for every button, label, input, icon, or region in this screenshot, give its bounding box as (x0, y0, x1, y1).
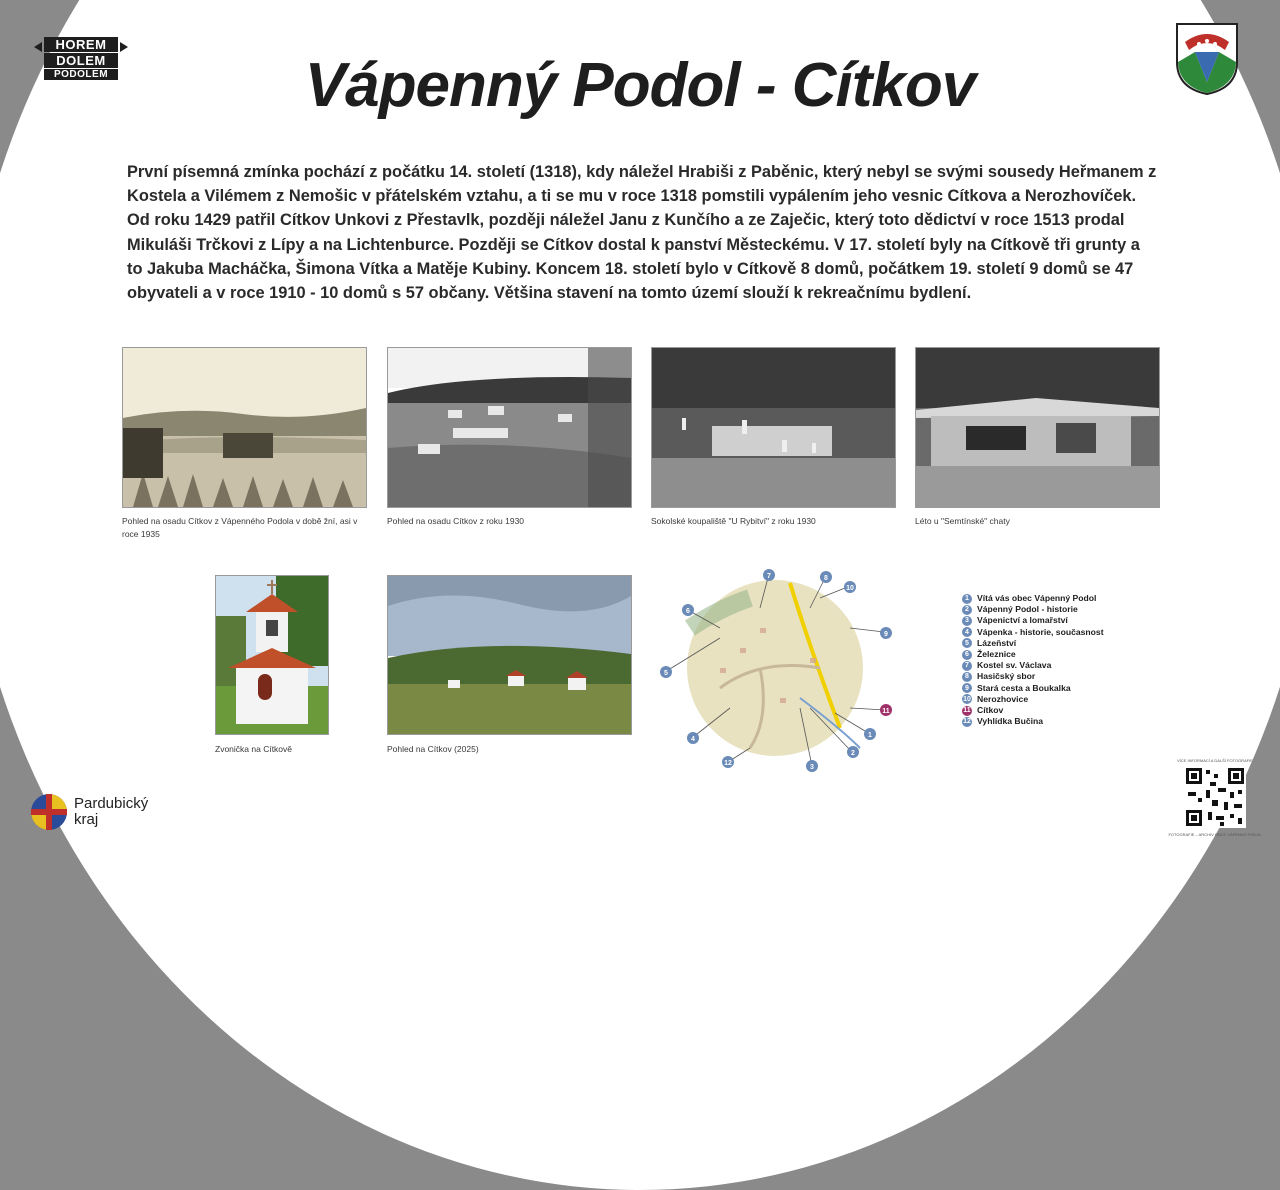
map-marker[interactable] (880, 704, 892, 716)
svg-text:9: 9 (884, 631, 888, 638)
svg-text:1: 1 (868, 732, 872, 739)
region-emblem-icon (30, 793, 68, 831)
svg-text:5: 5 (664, 670, 668, 677)
svg-text:3: 3 (810, 764, 814, 771)
legend-item[interactable]: 10 Nerozhovice (963, 693, 1029, 704)
svg-text:4: 4 (691, 736, 695, 743)
caption-photo-2: Pohled na osadu Cítkov z roku 1930 (387, 516, 525, 526)
svg-text:7: 7 (767, 573, 771, 580)
map-marker[interactable] (687, 732, 699, 744)
photo-swimming-pool-1930 (651, 347, 896, 508)
svg-text:2: 2 (851, 750, 855, 757)
legend-item[interactable]: 6 Železnice (962, 649, 1104, 660)
trail-map (660, 568, 892, 773)
photo-village-1930 (387, 347, 632, 508)
region-name-line-1: Pardubický (74, 795, 149, 812)
legend-item[interactable]: 12 Vyhlídka Bučina (963, 716, 1044, 727)
legend-item[interactable]: 4 Vápenka - historie, současnost (962, 627, 1104, 638)
photo-cottage-summer (915, 347, 1160, 508)
qr-code[interactable] (1184, 766, 1246, 828)
svg-text:11: 11 (882, 708, 890, 715)
caption-photo-5: Zvonička na Cítkově (215, 744, 293, 754)
map-marker[interactable] (820, 571, 832, 583)
logo-line-2: DOLEM (44, 53, 118, 68)
svg-text:6: 6 (686, 608, 690, 615)
pardubicky-kraj-logo (30, 793, 148, 831)
caption-photo-1: Pohled na osadu Cítkov z Vápenného Podola v době žní, asi v roce 1935 (122, 516, 358, 539)
map-marker[interactable] (806, 760, 818, 772)
svg-text:12: 12 (724, 760, 732, 767)
legend-item[interactable]: 9 Stará cesta a Boukalka (962, 683, 1104, 694)
map-legend (962, 593, 1104, 727)
legend-item[interactable]: 5 Lázeňství (962, 638, 1104, 649)
legend-item[interactable]: 8 Hasičský sbor (962, 671, 1104, 682)
legend-item[interactable]: 3 Vápenictví a lomařství (962, 615, 1104, 626)
intro-text: První písemná zmínka pochází z počátku 14. století (1318), kdy náležel Hrabiši z Paběnic, který nebyl se svými sousedy Heřmanem z Kostela a Vilémem z Nemošic v přátelském vztahu, a ti se mu v roce 1318 pomstili vypálením jeho vesnic Cítkova a Nerozhovíček. Od roku 1429 patřil Cítkov Unkovi z Přestavlk, později náležel Janu z Kunčího a ze Zaječic, který toto dědictví v roce 1513 prodal Mikuláši Trčkovi z Lípy a na Lichtenburce. Později se Cítkov dostal k panství Městeckému. V 17. století byly na Cítkově tři grunty a to Jakuba Macháčka, Šimona Vítka a Matěje Kubiny. Koncem 18. století bylo v Cítkově 8 domů, počátkem 19. století 9 domů se 47 obyvateli a v roce 1910 - 10 domů s 57 občany. Většina stavení na tomto území slouží k rekreačnímu bydlení. (127, 163, 1157, 303)
photo-bell-chapel (215, 575, 329, 735)
map-marker[interactable] (722, 756, 734, 768)
map-marker[interactable] (763, 569, 775, 581)
map-marker[interactable] (682, 604, 694, 616)
svg-text:10: 10 (846, 585, 854, 592)
qr-caption-top: VÍCE INFORMACÍ A DALŠÍ FOTOGRAFIE (1177, 758, 1253, 763)
photo-citkov-2025 (387, 575, 632, 735)
page-title: Vápenný Podol - Cítkov (304, 51, 976, 120)
map-marker[interactable] (864, 728, 876, 740)
region-name-line-2: kraj (74, 811, 99, 828)
legend-item[interactable]: 11 Cítkov (963, 705, 1004, 716)
caption-photo-6: Pohled na Cítkov (2025) (387, 744, 479, 754)
logo-line-1: HOREM (44, 37, 118, 52)
logo-line-3: PODOLEM (44, 69, 118, 80)
legend-item[interactable]: 1 Vítá vás obec Vápenný Podol (962, 593, 1104, 604)
caption-photo-3: Sokolské koupaliště "U Rybitví" z roku 1930 (651, 516, 816, 526)
caption-photo-4: Léto u "Semtínské" chaty (915, 516, 1010, 526)
photo-harvest-1935 (122, 347, 367, 508)
map-marker[interactable] (844, 581, 856, 593)
map-marker[interactable] (880, 627, 892, 639)
legend-item[interactable]: 7 Kostel sv. Václava (962, 660, 1104, 671)
legend-item[interactable]: 2 Vápenný Podol - historie (962, 604, 1104, 615)
qr-caption-bottom: FOTOGRAFIE – ARCHIV OBCE VÁPENNÝ PODOL (1168, 832, 1262, 837)
map-marker[interactable] (847, 746, 859, 758)
svg-text:8: 8 (824, 575, 828, 582)
map-marker[interactable] (660, 666, 672, 678)
